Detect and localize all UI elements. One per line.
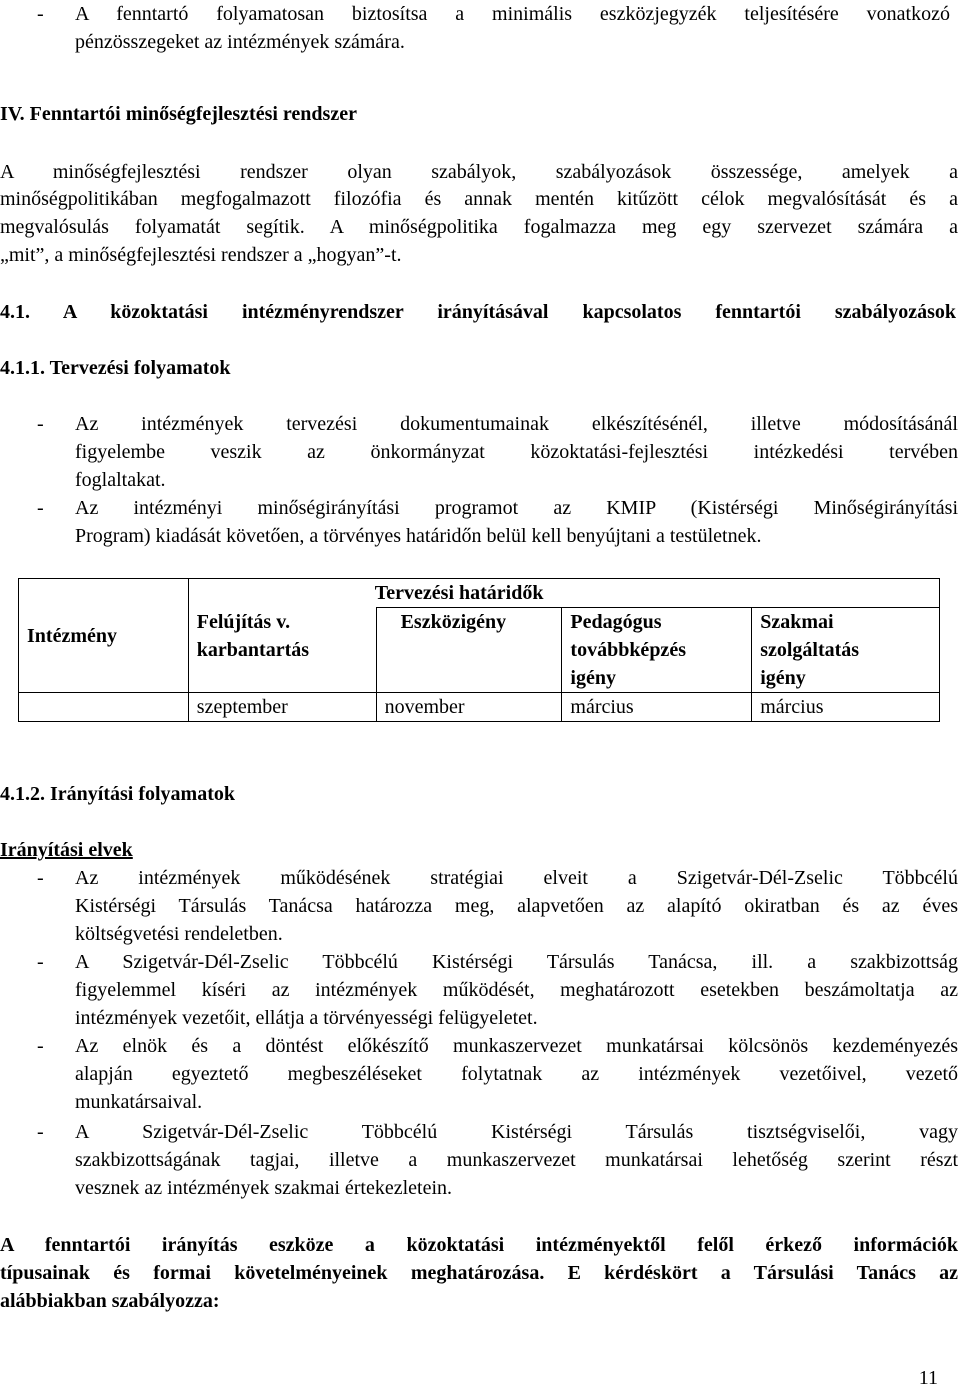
bullet-line: A Szigetvár-Dél-Zselic Többcélú Kistérségi Társulás Tanácsa, ill. a szakbizottság (75, 951, 958, 973)
closing-line: A fenntartói irányítás eszköze a közoktatási intézményektől felől érkező információk (0, 1234, 958, 1256)
section-heading-4-1: 4.1. A közoktatási intézményrendszer irányításával kapcsolatos fenntartói szabályozások (0, 301, 956, 323)
row-header-label: Intézmény (27, 624, 117, 647)
bullet-line: Az intézmények tervezési dokumentumainak elkészítésénél, illetve módosításánál (75, 413, 958, 435)
bullet-line: költségvetési rendeletben. (75, 923, 283, 945)
bullet-line: Az intézményi minőségirányítási programot az KMIP (Kistérségi Minőségirányítási (75, 497, 958, 519)
column-header-line: szolgáltatás (760, 639, 860, 661)
closing-line: típusainak és formai követelményeinek meghatározása. E kérdéskört a Társulási Tanács az (0, 1262, 958, 1284)
column-header-line: igény (760, 667, 806, 689)
bullet-line: figyelembe veszik az önkormányzat közoktatási-fejlesztési intézkedési tervében (75, 441, 958, 463)
bullet-line: szakbizottságának tagjai, illetve a munkaszervezet munkatársai lehetőség szerint részt (75, 1149, 958, 1171)
column-header-cell (188, 608, 376, 693)
group-header-cell (188, 579, 939, 608)
table-value-cell: március (752, 693, 940, 722)
bullet-dash: - (37, 413, 44, 435)
paragraph-line: minőségpolitikában megfogalmazott filozófia és annak mentén kitűzött célok megvalósítását és a (0, 188, 958, 210)
table-empty-cell (19, 693, 189, 722)
column-header-line: karbantartás (196, 638, 310, 661)
bullet-line: vesznek az intézmények szakmai értekezletein. (75, 1177, 453, 1199)
column-header-line: igény (570, 667, 616, 689)
section-heading-4-1-2: 4.1.2. Irányítási folyamatok (0, 783, 235, 805)
section-heading-iv: IV. Fenntartói minőségfejlesztési rendszer (0, 103, 357, 125)
table-value-cell: november (376, 693, 562, 722)
bullet-line: Program) kiadását követően, a törvényes határidőn belül kell benyújtani a testületnek. (75, 525, 762, 547)
table-value-cell: szeptember (188, 693, 376, 722)
paragraph-line: megvalósulás folyamatát segítik. A minőségpolitika fogalmazza meg egy szervezet számára a (0, 216, 958, 238)
column-header-line: Eszközigény (400, 611, 507, 633)
bullet-line: alapján egyeztető megbeszéléseket folytatnak az intézmények vezetőivel, vezető (75, 1063, 958, 1085)
subheading-iranyitasi-elvek: Irányítási elvek (0, 839, 133, 861)
row-header-cell (19, 579, 189, 693)
paragraph-line: „mit”, a minőségfejlesztési rendszer a „hogyan”-t. (0, 244, 402, 266)
column-header-line: Szakmai (760, 611, 834, 633)
bullet-line: munkatársaival. (75, 1091, 203, 1113)
bullet-line: figyelemmel kíséri az intézmények működését, meghatározott esetekben beszámoltatja az (75, 979, 958, 1001)
bullet-line: intézmények vezetőit, ellátja a törvényességi felügyeletet. (75, 1007, 538, 1029)
intro-bullet-line: pénzösszegeket az intézmények számára. (75, 31, 405, 53)
intro-bullet-line: A fenntartó folyamatosan biztosítsa a minimális eszközjegyzék teljesítésére vonatkozó (75, 3, 950, 25)
bullet-line: A Szigetvár-Dél-Zselic Többcélú Kistérségi Társulás tisztségviselői, vagy (75, 1121, 958, 1143)
bullet-dash: - (37, 1035, 44, 1057)
column-header-cell (376, 608, 562, 693)
page-number: 11 (918, 1367, 938, 1389)
group-header-label: Tervezési határidők (374, 582, 544, 604)
column-header-cell (752, 608, 940, 693)
table-value-cell: március (562, 693, 752, 722)
closing-line: alábbiakban szabályozza: (0, 1290, 220, 1312)
bullet-dash: - (37, 3, 44, 25)
deadline-table (18, 578, 940, 722)
paragraph-line: A minőségfejlesztési rendszer olyan szabályok, szabályozások összessége, amelyek a (0, 161, 958, 183)
column-header-line: továbbképzés (570, 639, 686, 661)
column-header-cell (562, 608, 752, 693)
bullet-line: Az intézmények működésének stratégiai elveit a Szigetvár-Dél-Zselic Többcélú (75, 867, 958, 889)
section-heading-4-1-1: 4.1.1. Tervezési folyamatok (0, 357, 231, 379)
bullet-dash: - (37, 951, 44, 973)
column-header-line: Pedagógus (570, 611, 662, 633)
bullet-dash: - (37, 1121, 44, 1143)
bullet-dash: - (37, 867, 44, 889)
bullet-line: Az elnök és a döntést előkészítő munkaszervezet munkatársai kölcsönös kezdeményezés (75, 1035, 958, 1057)
bullet-line: Kistérségi Társulás Tanácsa határozza meg, alapvetően az alapító okiratban és az éves (75, 895, 958, 917)
bullet-line: foglaltakat. (75, 469, 166, 491)
bullet-dash: - (37, 497, 44, 519)
column-header-line: Felújítás v. (196, 610, 291, 633)
